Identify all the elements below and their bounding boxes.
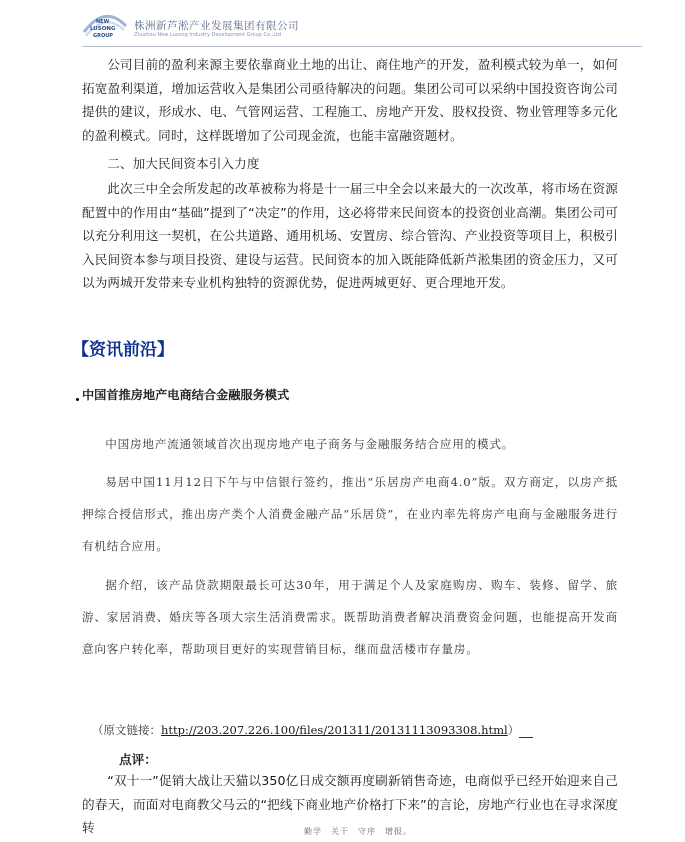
logo-text-bot: GROUP: [93, 33, 113, 39]
article-paragraph-2: 易居中国11月12日下午与中信银行签约，推出“乐居房产电商4.0”版。双方商定，以房产抵押综合授信形式，推出房产类个人消费金融产品“乐居贷”，在业内率先将房产电商与金融服务进行有机结合应用。: [82, 475, 618, 553]
paragraph-private-capital: 此次三中全会所发起的改革被称为将是十一届三中全会以来最大的一次改革，将市场在资源配置中的作用由“基础”提到了“决定”的作用，这必将带来民间资本的投资创业高潮。集团公司可以充分利用这一契机，在公共道路、通用机场、安置房、综合管沟、产业投资等项目上，积极引入民间资本参与项目投资、建设与运营。民间资本的加入既能降低新芦淞集团的资金压力，又可以为两城开发带来专业机构独特的资源优势，促进两城更好、更合理地开发。: [82, 181, 618, 290]
logo-text-top: NEW: [96, 19, 110, 25]
comment-paragraph: “双十一”促销大战让天猫以350亿日成交额再度刷新销售奇迹，电商似乎已经开始迎来自己的春天，而面对电商教父马云的“把线下商业地产价格打下来”的言论，房地产行业也在寻求深度转: [82, 773, 618, 835]
header-divider: [82, 46, 642, 47]
company-name-en: Zhuzhou New Lusong Industry Development Group Co.,Ltd: [134, 32, 282, 38]
bullet-dot: [76, 398, 79, 401]
company-name-cn: 株洲新芦淞产业发展集团有限公司: [134, 20, 299, 32]
comment-label: 点评：: [119, 752, 157, 767]
company-logo: [82, 8, 128, 44]
section-heading-news: 【资讯前沿】: [72, 340, 174, 360]
article-paragraph-3: 据介绍，该产品贷款期限最长可达30年，用于满足个人及家庭购房、购车、装修、留学、旅游、家居消费、婚庆等各项大宗生活消费需求。既帮助消费者解决消费资金问题，也能提高开发商意向客户转化率，帮助项目更好的实现营销目标，继而盘活楼市存量房。: [82, 578, 618, 656]
source-link[interactable]: http://203.207.226.100/files/201311/20131113093308.html: [161, 723, 508, 737]
subheading-private-capital: 二、加大民间资本引入力度: [107, 156, 260, 171]
source-suffix: ）: [507, 723, 520, 737]
article-title: 中国首推房地产电商结合金融服务模式: [82, 388, 290, 402]
article-paragraph-1: 中国房地产流通领域首次出现房地产电子商务与金融服务结合应用的模式。: [105, 437, 515, 451]
underline-tail: [519, 726, 533, 738]
source-prefix: （原文链接：: [92, 723, 161, 737]
logo-text-mid: LUSONG: [90, 26, 116, 32]
page-footer: 勤学 关干 守序 增报。: [304, 827, 412, 836]
document-header: [82, 8, 642, 44]
source-line: [92, 722, 533, 738]
paragraph-profit-model: 公司目前的盈利来源主要依靠商业土地的出让、商住地产的开发，盈利模式较为单一，如何拓宽盈利渠道，增加运营收入是集团公司亟待解决的问题。集团公司可以采纳中国投资咨询公司提供的建议，形成水、电、气管网运营、工程施工、房地产开发、股权投资、物业管理等多元化的盈利模式。同时，这样既增加了公司现金流，也能丰富融资题材。: [82, 57, 618, 143]
